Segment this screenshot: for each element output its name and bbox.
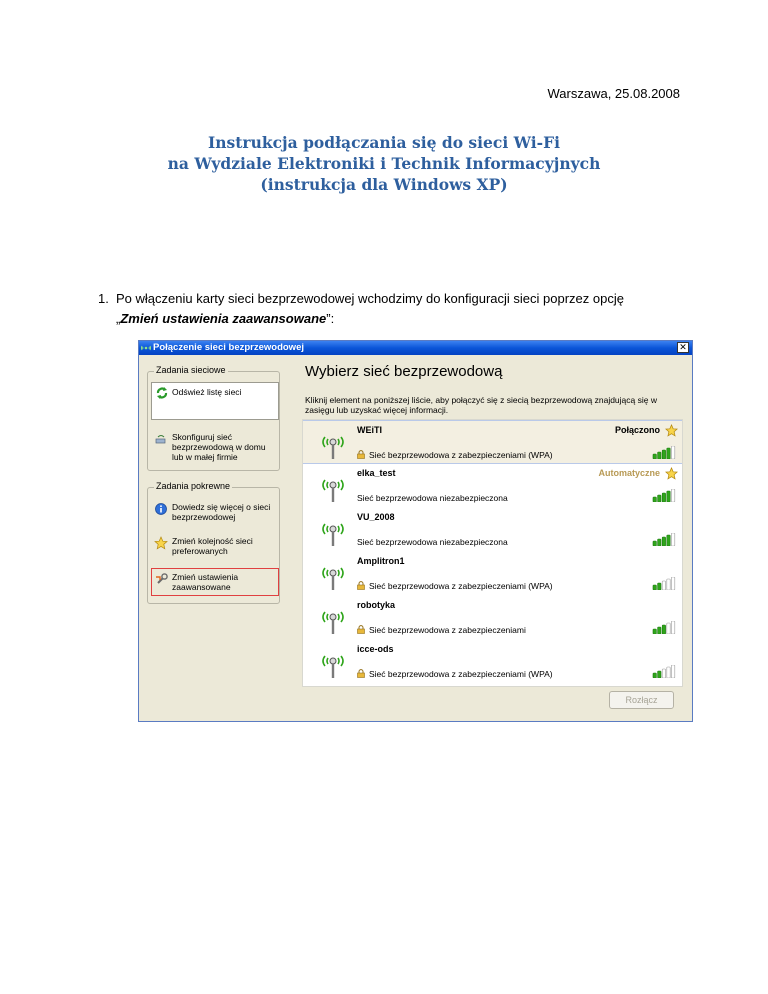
signal-bar: [653, 673, 656, 678]
signal-bar: [653, 629, 656, 634]
wireless-app-icon: [141, 343, 151, 353]
network-status: Automatyczne: [598, 468, 660, 478]
network-tasks-group: [147, 365, 280, 471]
configure-wizard-icon: [154, 432, 168, 446]
signal-bar: [658, 452, 661, 459]
step-text: Po włączeniu karty sieci bezprzewodowej wchodzimy do konfiguracji sieci poprzez opcję: [116, 291, 624, 306]
signal-bar: [667, 448, 670, 459]
signal-bar: [662, 537, 665, 546]
wrench-icon: [155, 572, 169, 586]
signal-bar: [653, 585, 656, 590]
refresh-label: Odśwież listę sieci: [172, 387, 242, 397]
network-name: VU_2008: [357, 512, 395, 522]
network-description: [357, 581, 553, 591]
signal-bar: [658, 583, 661, 590]
network-tasks-title: Zadania sieciowe: [156, 365, 226, 375]
advanced-settings-link[interactable]: [151, 568, 279, 596]
wireless-network-icon: [319, 431, 347, 461]
dialog-titlebar: [139, 341, 692, 355]
signal-bar: [662, 625, 665, 634]
signal-bar: [653, 541, 656, 546]
dialog-title: Połączenie sieci bezprzewodowej: [153, 342, 304, 353]
network-row[interactable]: [303, 508, 682, 552]
signal-bar: [662, 450, 665, 459]
lock-icon: [357, 450, 365, 459]
signal-bar: [671, 533, 674, 546]
network-row[interactable]: [303, 464, 682, 508]
signal-bar: [667, 579, 670, 590]
refresh-icon: [155, 386, 169, 400]
step-emphasis: Zmień ustawienia zaawansowane: [120, 311, 327, 326]
network-status: Połączono: [614, 425, 660, 435]
title-line-2: na Wydziale Elektroniki i Technik Informacyjnych: [167, 154, 601, 173]
signal-bar: [671, 446, 674, 459]
signal-strength-icon: [652, 577, 676, 590]
step-quote-close: ”:: [326, 311, 335, 326]
signal-strength-icon: [652, 621, 676, 634]
signal-bar: [658, 495, 661, 502]
lock-icon: [357, 625, 365, 634]
signal-bar: [662, 581, 665, 590]
signal-bar: [658, 539, 661, 546]
change-order-link[interactable]: [154, 536, 278, 556]
document-title: [0, 132, 768, 195]
signal-strength-icon: [652, 446, 676, 459]
star-icon: [154, 536, 168, 550]
title-line-3: (instrukcja dla Windows XP): [260, 175, 508, 194]
signal-bar: [671, 577, 674, 590]
signal-bar: [658, 671, 661, 678]
network-row[interactable]: [303, 596, 682, 640]
related-tasks-title: Zadania pokrewne: [156, 481, 231, 491]
network-description: [357, 450, 553, 460]
learn-more-label: Dowiedz się więcej o sieci bezprzewodowej: [172, 502, 271, 522]
preferred-star-icon: [665, 424, 678, 437]
network-row[interactable]: [303, 640, 682, 684]
left-pane: [139, 355, 284, 721]
wireless-network-icon: [319, 474, 347, 504]
signal-strength-icon: [652, 665, 676, 678]
choose-network-heading: Wybierz sieć bezprzewodową: [305, 363, 503, 380]
close-button[interactable]: ✕: [677, 342, 689, 353]
right-pane: [297, 355, 687, 721]
network-description: [357, 669, 553, 679]
change-order-label: Zmień kolejność sieci preferowanych: [172, 536, 253, 556]
signal-bar: [667, 535, 670, 546]
network-security: Sieć bezprzewodowa z zabezpieczeniami (WPA): [369, 450, 553, 460]
instructions-text: Kliknij element na poniższej liście, aby połączyć się z siecią bezprzewodową znajdującą się w zasięgu lub uzyskać więcej informacji.: [305, 395, 657, 415]
signal-bar: [671, 621, 674, 634]
learn-more-link[interactable]: [154, 502, 278, 522]
network-name: WEiTI: [357, 425, 382, 435]
wireless-network-icon: [319, 650, 347, 680]
network-description: [357, 493, 508, 503]
info-icon: [154, 502, 168, 516]
network-list[interactable]: [302, 419, 683, 687]
signal-bar: [667, 623, 670, 634]
network-security: Sieć bezprzewodowa z zabezpieczeniami (WPA): [369, 669, 553, 679]
signal-bar: [667, 491, 670, 502]
lock-icon: [357, 669, 365, 678]
step-quote-open: „: [116, 311, 121, 326]
step-1: [98, 289, 676, 329]
network-name: elka_test: [357, 468, 396, 478]
configure-label: Skonfiguruj sieć bezprzewodową w domu lub w małej firmie: [172, 432, 266, 462]
wireless-network-icon: [319, 562, 347, 592]
configure-network-link[interactable]: [154, 432, 278, 462]
network-security: Sieć bezprzewodowa z zabezpieczeniami (WPA): [369, 581, 553, 591]
preferred-star-icon: [665, 467, 678, 480]
signal-bar: [667, 667, 670, 678]
signal-bar: [671, 489, 674, 502]
network-row[interactable]: [303, 552, 682, 596]
lock-icon: [357, 581, 365, 590]
network-name: robotyka: [357, 600, 396, 610]
signal-strength-icon: [652, 533, 676, 546]
signal-bar: [671, 665, 674, 678]
refresh-network-list-button[interactable]: [151, 382, 279, 420]
wireless-dialog: [138, 340, 693, 722]
wireless-network-icon: [319, 606, 347, 636]
network-name: Amplitron1: [357, 556, 405, 566]
signal-strength-icon: [652, 489, 676, 502]
disconnect-button[interactable]: Rozłącz: [609, 691, 674, 709]
title-line-1: Instrukcja podłączania się do sieci Wi-Fi: [208, 133, 560, 152]
network-security: Sieć bezprzewodowa niezabezpieczona: [357, 493, 508, 503]
network-security: Sieć bezprzewodowa niezabezpieczona: [357, 537, 508, 547]
advanced-settings-label: Zmień ustawienia zaawansowane: [172, 572, 239, 592]
network-security: Sieć bezprzewodowa z zabezpieczeniami: [369, 625, 526, 635]
signal-bar: [662, 493, 665, 502]
network-description: [357, 537, 508, 547]
network-row[interactable]: [303, 420, 682, 464]
signal-bar: [662, 669, 665, 678]
document-date: Warszawa, 25.08.2008: [547, 86, 680, 101]
wireless-network-icon: [319, 518, 347, 548]
related-tasks-group: [147, 481, 280, 604]
network-name: icce-ods: [357, 644, 394, 654]
signal-bar: [653, 497, 656, 502]
signal-bar: [653, 454, 656, 459]
signal-bar: [658, 627, 661, 634]
step-number: 1.: [98, 291, 109, 306]
network-description: [357, 625, 526, 635]
